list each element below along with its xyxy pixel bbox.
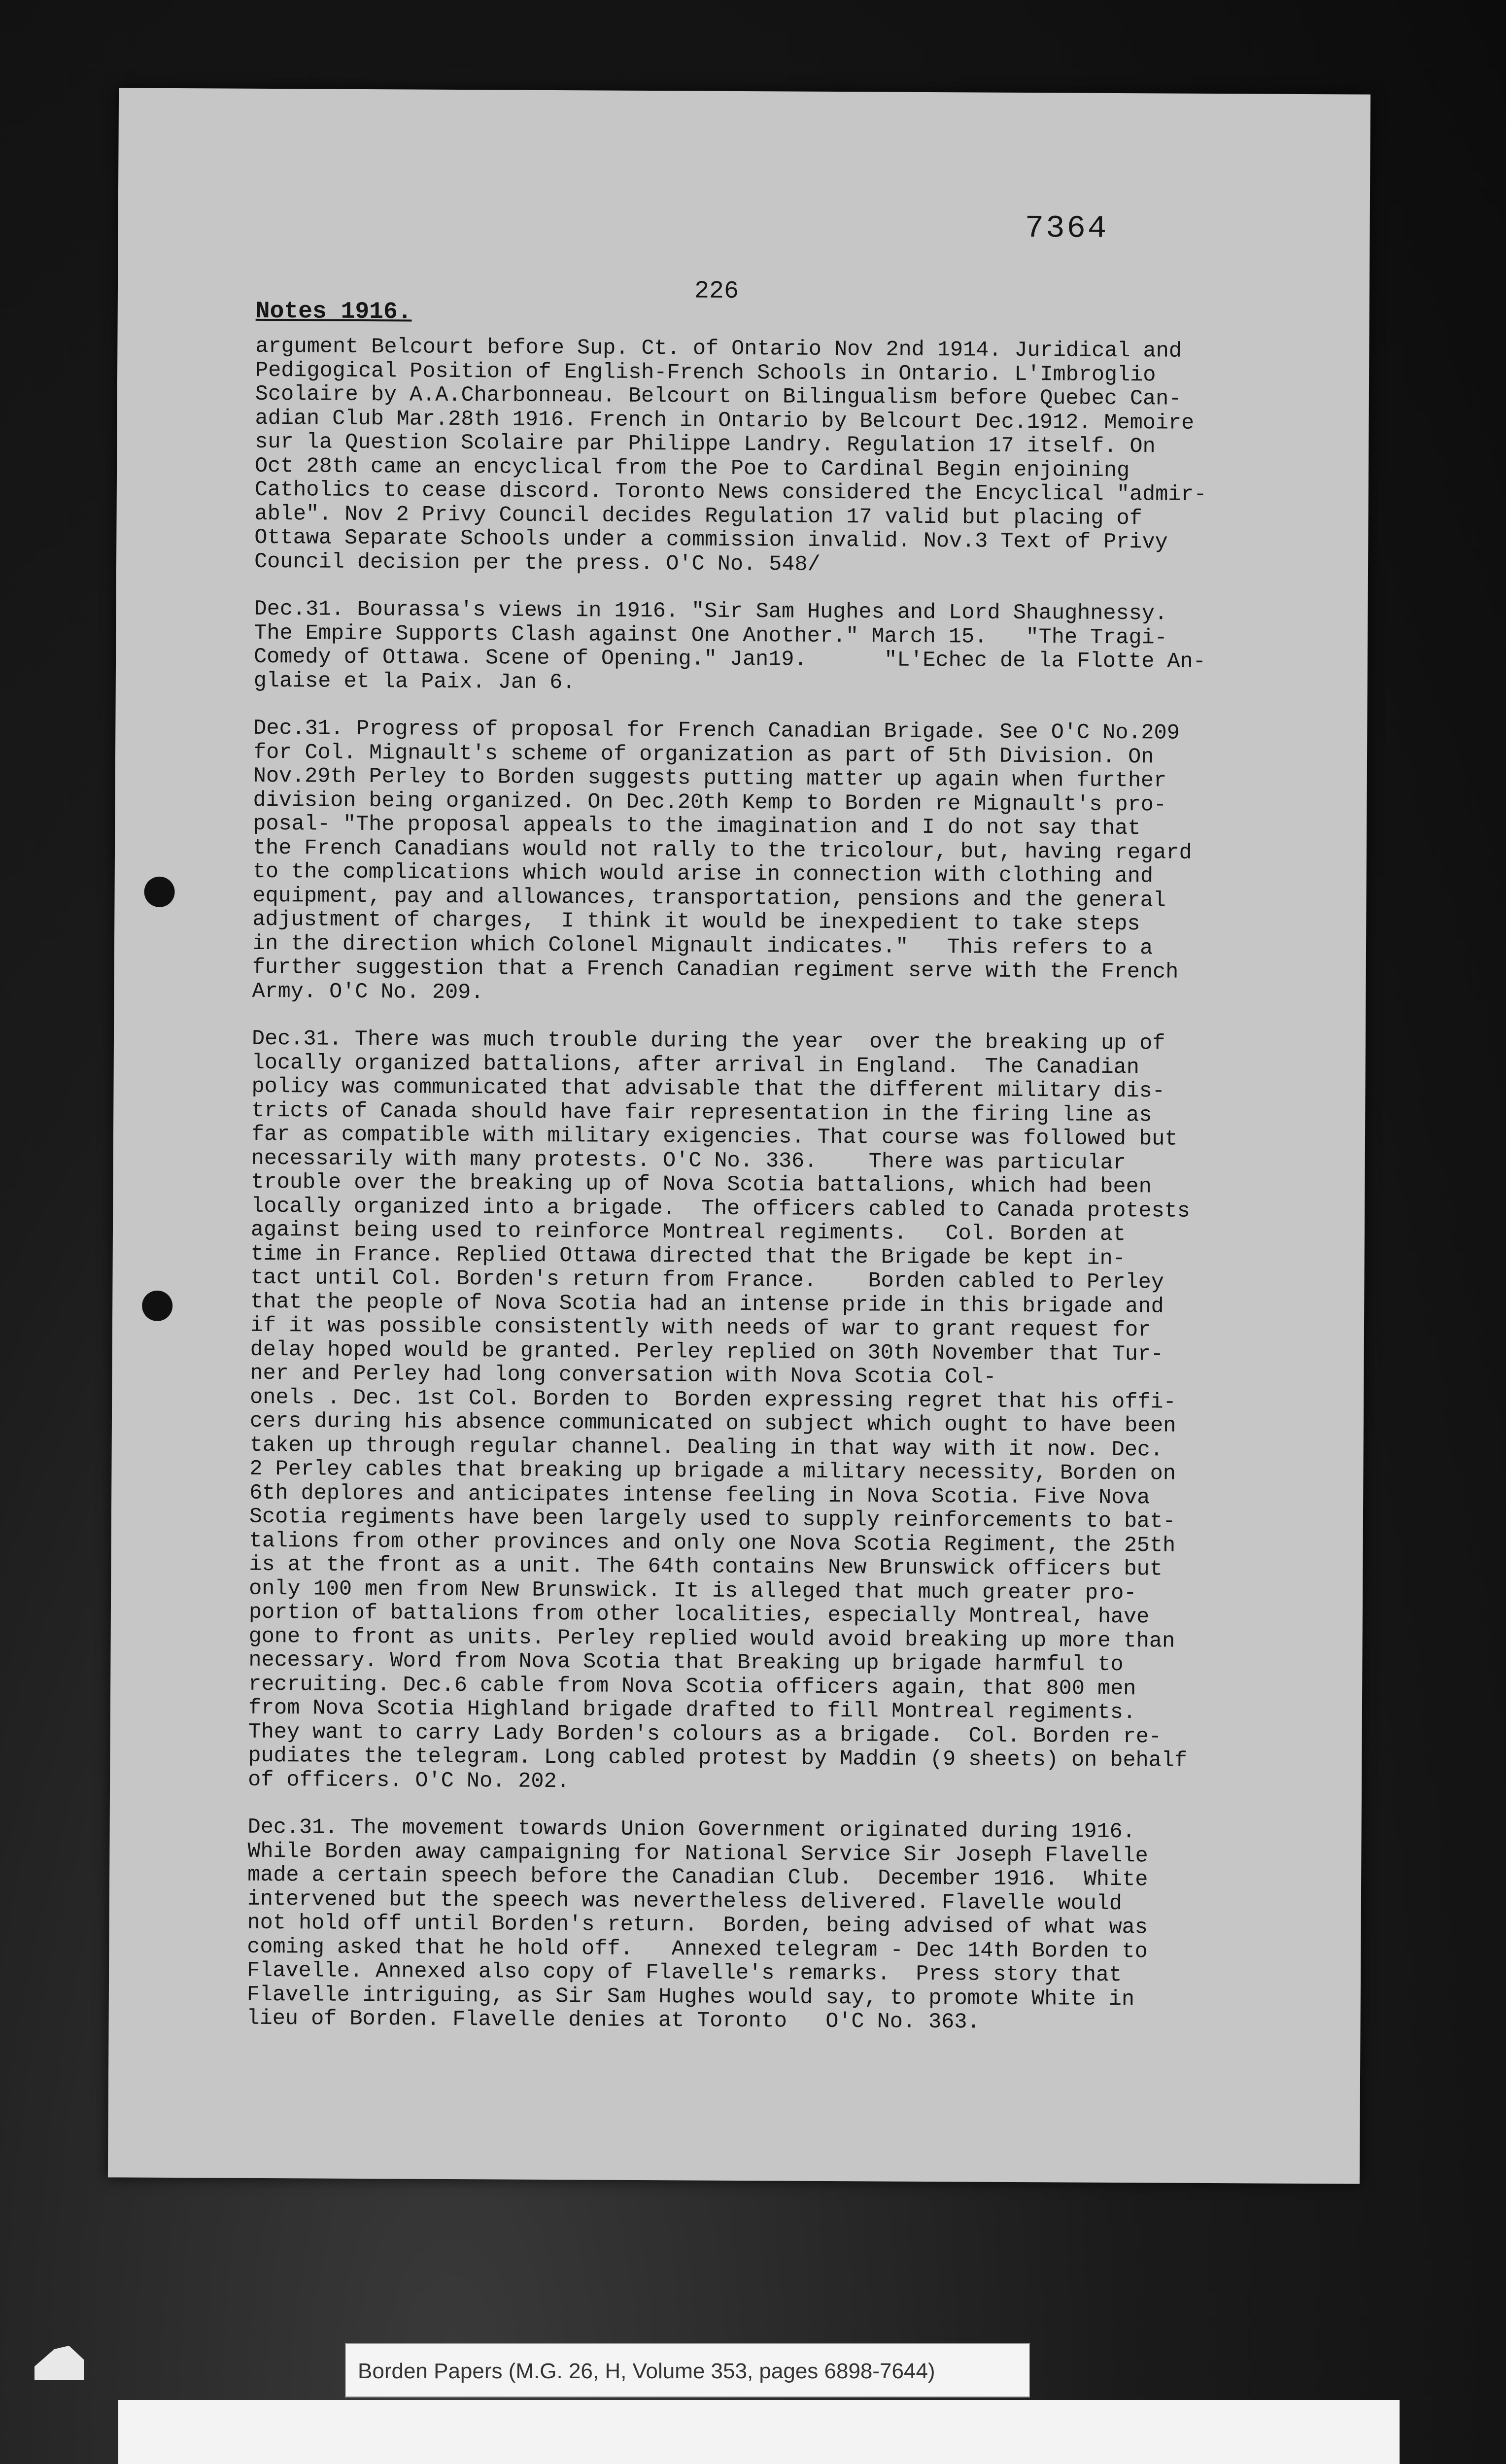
text-line: taken up through regular channel. Dealing in that way with it now. Dec. [249,1433,1164,1463]
text-line: coming asked that he hold off. Annexed telegram - Dec 14th Borden to [247,1935,1148,1964]
text-line: recruiting. Dec.6 cable from Nova Scotia officers again, that 800 men [248,1672,1136,1701]
text-line: from Nova Scotia Highland brigade drafted to fill Montreal regiments. [248,1696,1136,1725]
text-line: pudiates the telegram. Long cabled protest by Maddin (9 sheets) on behalf [248,1744,1188,1773]
text-line: the French Canadians would not rally to the tricolour, but, having regard [252,836,1192,865]
note-entry [254,598,1358,699]
text-line: Dec.31. Bourassa's views in 1916. "Sir Sam Hughes and Lord Shaughnessy. [254,597,1168,626]
note-entry [246,1816,1351,2037]
text-line: able". Nov 2 Privy Council decides Regulation 17 valid but placing of [254,502,1142,531]
text-line: Nov.29th Perley to Borden suggests putting matter up again when further [253,764,1167,793]
text-line: Scotia regiments have been largely used to supply reinforcements to bat- [249,1505,1176,1534]
text-line: Dec.31. There was much trouble during the year over the breaking up of [251,1027,1165,1056]
text-line: posal- "The proposal appeals to the imagination and I do not say that [253,812,1141,841]
text-line: locally organized battalions, after arrival in England. The Canadian [251,1051,1140,1080]
text-line: tact until Col. Borden's return from France. Borden cabled to Perley [250,1266,1164,1295]
text-line: lieu of Borden. Flavelle denies at Toronto O'C No. 363. [246,2006,980,2035]
text-line: against being used to reinforce Montreal regiments. Col. Borden at [250,1218,1126,1247]
text-line: Oct 28th came an encyclical from the Poe to Cardinal Begin enjoining [254,454,1130,483]
note-entry [254,335,1360,580]
text-line: not hold off until Borden's return. Borden, being advised of what was [247,1911,1148,1940]
text-line: glaise et la Paix. Jan 6. [253,669,576,695]
text-line: Comedy of Ottawa. Scene of Opening." Jan19. "L'Echec de la Flotte An- [253,645,1206,674]
text-line: that the people of Nova Scotia had an intense pride in this brigade and [250,1290,1164,1319]
text-line: Scolaire by A.A.Charbonneau. Belcourt on Bilingualism before Quebec Can- [255,382,1182,411]
text-line: Army. O'C No. 209. [252,979,484,1005]
text-line: only 100 men from New Brunswick. It is alleged that much greater pro- [249,1576,1137,1606]
folio-number: 226 [694,277,739,306]
text-line: necessary. Word from Nova Scotia that Breaking up brigade harmful to [248,1648,1124,1677]
text-line: further suggestion that a French Canadian regiment serve with the French [252,955,1179,985]
text-line: intervened but the speech was nevertheless delivered. Flavelle would [247,1887,1123,1916]
text-line: necessarily with many protests. O'C No. 336. There was particular [251,1146,1126,1175]
text-line: tricts of Canada should have fair representation in the firing line as [251,1098,1152,1128]
text-line: Ottawa Separate Schools under a commission invalid. Nov.3 Text of Privy [254,525,1168,555]
text-line: Dec.31. The movement towards Union Government originated during 1916. [247,1815,1135,1845]
text-line: of officers. O'C No. 202. [248,1768,570,1794]
text-line: cers during his absence communicated on subject which ought to have been [249,1409,1176,1438]
text-line: onels . Dec. 1st Col. Borden to Borden expressing regret that his offi- [250,1385,1176,1415]
text-line: 2 Perley cables that breaking up brigade a military necessity, Borden on [249,1457,1176,1486]
text-line: trouble over the breaking up of Nova Scotia battalions, which had been [251,1170,1152,1199]
text-line: adjustment of charges, I think it would be inexpedient to take steps [252,907,1140,937]
text-line: sur la Question Scolaire par Philippe Landry. Regulation 17 itself. On [255,430,1156,459]
note-entry [252,717,1357,1010]
text-line: made a certain speech before the Canadian Club. December 1916. White [247,1863,1148,1892]
text-line: locally organized into a brigade. The officers cabled to Canada protests [251,1194,1190,1224]
text-line: Dec.31. Progress of proposal for French Canadian Brigade. See O'C No.209 [253,716,1180,746]
text-line: The Empire Supports Clash against One Another." March 15. "The Tragi- [254,621,1167,650]
text-line: in the direction which Colonel Mignault indicates." This refers to a [252,931,1153,960]
archive-card [118,2400,1400,2464]
text-line: adian Club Mar.28th 1916. French in Ontario by Belcourt Dec.1912. Memoire [255,406,1195,436]
text-line: While Borden away campaigning for National Service Sir Joseph Flavelle [247,1839,1148,1868]
punch-hole [142,1291,172,1321]
text-line: gone to front as units. Perley replied would avoid breaking up more than [248,1624,1175,1654]
text-line: division being organized. On Dec.20th Kemp to Borden re Mignault's pro- [253,788,1167,818]
text-line: ner and Perley had long conversation with Nova Scotia Col- [250,1361,996,1390]
text-line: far as compatible with military exigencies. That course was followed but [251,1122,1178,1152]
text-line: policy was communicated that advisable that the different military dis- [251,1074,1165,1104]
text-line: equipment, pay and allowances, transportation, pensions and the general [252,884,1166,913]
text-line: 6th deplores and anticipates intense feeling in Nova Scotia. Five Nova [249,1481,1150,1510]
punch-hole [144,877,174,907]
text-line: to the complications which would arise in connection with clothing and [252,859,1154,889]
typed-page [108,88,1370,2184]
text-line: argument Belcourt before Sup. Ct. of Ontario Nov 2nd 1914. Juridical and [255,334,1182,364]
text-line: talions from other provinces and only one Nova Scotia Regiment, the 25th [249,1529,1176,1558]
note-entry [248,1027,1356,1798]
text-line: Pedigogical Position of English-French Schools in Ontario. L'Imbroglio [255,358,1156,387]
page-heading: Notes 1916. [255,298,412,326]
text-line: for Col. Mignault's scheme of organization as part of 5th Division. On [253,740,1154,769]
page-number: 7364 [1025,211,1109,247]
source-citation-label: Borden Papers (M.G. 26, H, Volume 353, pages 6898-7644) [345,2343,1030,2397]
text-line: if it was possible consistently with needs of war to grant request for [250,1313,1151,1343]
text-line: is at the front as a unit. The 64th contains New Brunswick officers but [249,1552,1163,1582]
text-line: portion of battalions from other localities, especially Montreal, have [248,1600,1150,1630]
text-line: delay hoped would be granted. Perley replied on 30th November that Tur- [250,1337,1164,1367]
text-line: Flavelle. Annexed also copy of Flavelle's remarks. Press story that [246,1958,1122,1988]
text-line: Catholics to cease discord. Toronto News considered the Encyclical "admir- [254,478,1207,507]
text-line: Flavelle intriguing, as Sir Sam Hughes would say, to promote White in [246,1983,1135,2012]
text-line: They want to carry Lady Borden's colours as a brigade. Col. Borden re- [248,1720,1162,1749]
text-line: time in France. Replied Ottawa directed that the Brigade be kept in- [250,1242,1126,1271]
notes-body [246,335,1359,2060]
text-line: Council decision per the press. O'C No. 548/ [254,549,821,577]
